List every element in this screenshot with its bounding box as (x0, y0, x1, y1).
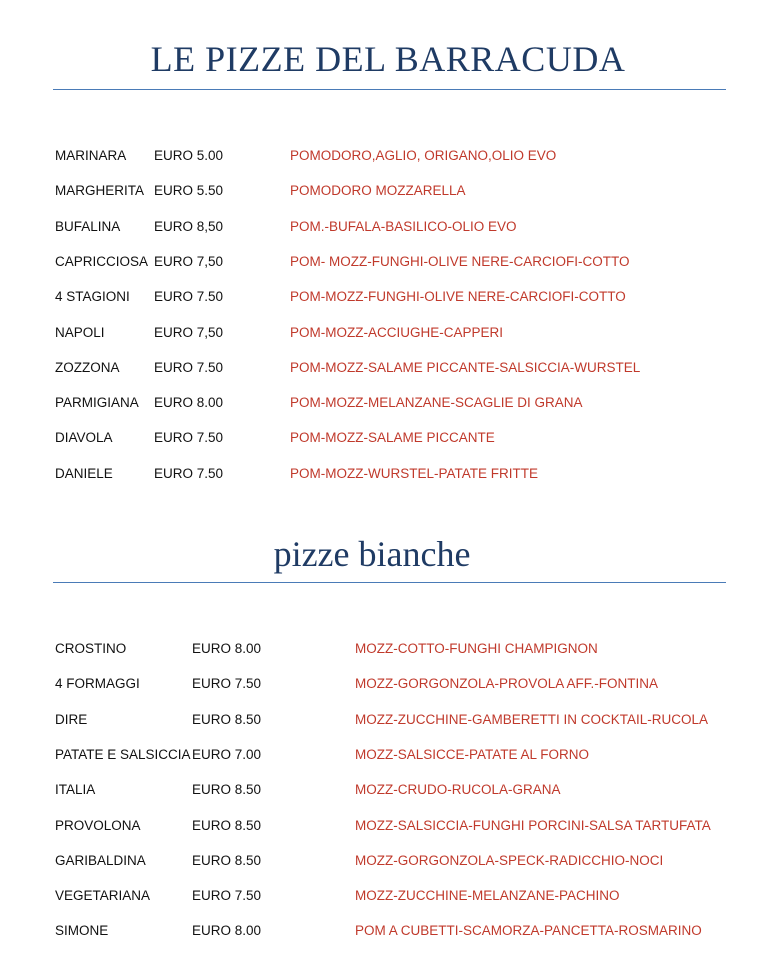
menu-item (0, 466, 776, 486)
menu-item (0, 395, 776, 415)
pizza-price: EURO 7.50 (192, 888, 262, 904)
pizza-name: PARMIGIANA (55, 395, 139, 411)
pizza-price: EURO 5.00 (154, 148, 224, 163)
pizza-desc: MOZZ-ZUCCHINE-GAMBERETTI IN COCKTAIL-RUCOLA (355, 711, 709, 727)
pizza-price: EURO 8.50 (192, 817, 262, 833)
page-title: LE PIZZE DEL BARRACUDA (150, 39, 626, 79)
title-divider (53, 89, 726, 90)
pizza-name: VEGETARIANA (55, 888, 151, 904)
pizza-price: EURO 7.50 (154, 465, 224, 481)
section-title-bianche: pizze bianche (273, 534, 471, 574)
pizza-desc: MOZZ-GORGONZOLA-PROVOLA AFF.-FONTINA (355, 676, 659, 692)
menu-item (0, 853, 776, 873)
pizza-desc: POM-MOZZ-MELANZANE-SCAGLIE DI GRANA (290, 395, 583, 411)
menu-item (0, 923, 776, 943)
pizza-name: PATATE E SALSICCIA (55, 746, 191, 762)
pizza-desc: POM.-BUFALA-BASILICO-OLIO EVO (290, 218, 517, 234)
pizza-price: EURO 8,50 (154, 218, 224, 234)
pizza-name: NAPOLI (55, 324, 105, 340)
pizza-price: EURO 8.50 (192, 711, 262, 727)
pizza-price: EURO 8.00 (192, 641, 262, 656)
pizza-price: EURO 7.50 (154, 359, 224, 375)
menu-item (0, 782, 776, 802)
pizza-name: CROSTINO (55, 641, 127, 656)
pizza-price: EURO 8.50 (192, 852, 262, 868)
pizza-name: BUFALINA (55, 218, 121, 234)
pizza-name: PROVOLONA (55, 817, 141, 833)
menu-item (0, 641, 776, 661)
pizza-price: EURO 7.00 (192, 746, 262, 762)
pizza-desc: POM- MOZZ-FUNGHI-OLIVE NERE-CARCIOFI-COTTO (290, 253, 630, 269)
pizza-name: DANIELE (55, 465, 113, 481)
pizza-desc: POMODORO,AGLIO, ORIGANO,OLIO EVO (290, 148, 557, 163)
section-divider (53, 582, 726, 583)
menu-item (0, 360, 776, 380)
pizza-name: MARINARA (55, 148, 127, 163)
menu-item (0, 888, 776, 908)
pizza-desc: POM-MOZZ-ACCIUGHE-CAPPERI (290, 324, 504, 340)
menu-item (0, 289, 776, 309)
menu-item (0, 325, 776, 345)
pizza-price: EURO 7.50 (154, 289, 224, 305)
pizza-desc: MOZZ-CRUDO-RUCOLA-GRANA (355, 782, 561, 798)
pizza-name: DIAVOLA (55, 430, 113, 446)
menu-item (0, 148, 776, 168)
pizza-desc: MOZZ-ZUCCHINE-MELANZANE-PACHINO (355, 888, 620, 904)
pizza-name: 4 STAGIONI (55, 289, 130, 305)
menu-item (0, 430, 776, 450)
pizza-price: EURO 7.50 (154, 430, 224, 446)
pizza-name: MARGHERITA (55, 183, 145, 199)
menu-item (0, 254, 776, 274)
pizza-name: CAPRICCIOSA (55, 253, 149, 269)
pizza-price: EURO 8.00 (154, 395, 224, 411)
menu-item (0, 219, 776, 239)
pizza-desc: POM-MOZZ-SALAME PICCANTE (290, 430, 495, 446)
pizza-desc: POM-MOZZ-SALAME PICCANTE-SALSICCIA-WURSTEL (290, 359, 641, 375)
pizza-name: ZOZZONA (55, 359, 120, 375)
menu-item (0, 183, 776, 203)
pizza-name: ITALIA (55, 782, 96, 798)
pizza-desc: POM A CUBETTI-SCAMORZA-PANCETTA-ROSMARINO (355, 923, 702, 939)
pizza-desc: MOZZ-SALSICCE-PATATE AL FORNO (355, 746, 590, 762)
pizza-price: EURO 7,50 (154, 324, 224, 340)
pizza-desc: MOZZ-GORGONZOLA-SPECK-RADICCHIO-NOCI (355, 852, 664, 868)
pizza-price: EURO 8.50 (192, 782, 262, 798)
pizza-price: EURO 7,50 (154, 253, 224, 269)
pizza-desc: POM-MOZZ-WURSTEL-PATATE FRITTE (290, 465, 538, 481)
pizza-price: EURO 8.00 (192, 923, 262, 939)
pizza-desc: MOZZ-COTTO-FUNGHI CHAMPIGNON (355, 641, 598, 656)
pizza-name: 4 FORMAGGI (55, 676, 140, 692)
menu-item (0, 747, 776, 767)
pizza-price: EURO 7.50 (192, 676, 262, 692)
pizza-name: DIRE (55, 711, 88, 727)
menu-item (0, 818, 776, 838)
pizza-price: EURO 5.50 (154, 183, 224, 199)
menu-item (0, 712, 776, 732)
pizza-desc: POM-MOZZ-FUNGHI-OLIVE NERE-CARCIOFI-COTTO (290, 289, 626, 305)
pizza-name: SIMONE (55, 923, 109, 939)
pizza-desc: MOZZ-SALSICCIA-FUNGHI PORCINI-SALSA TARTUFATA (355, 817, 711, 833)
pizza-name: GARIBALDINA (55, 852, 146, 868)
menu-item (0, 676, 776, 696)
pizza-desc: POMODORO MOZZARELLA (290, 183, 466, 199)
